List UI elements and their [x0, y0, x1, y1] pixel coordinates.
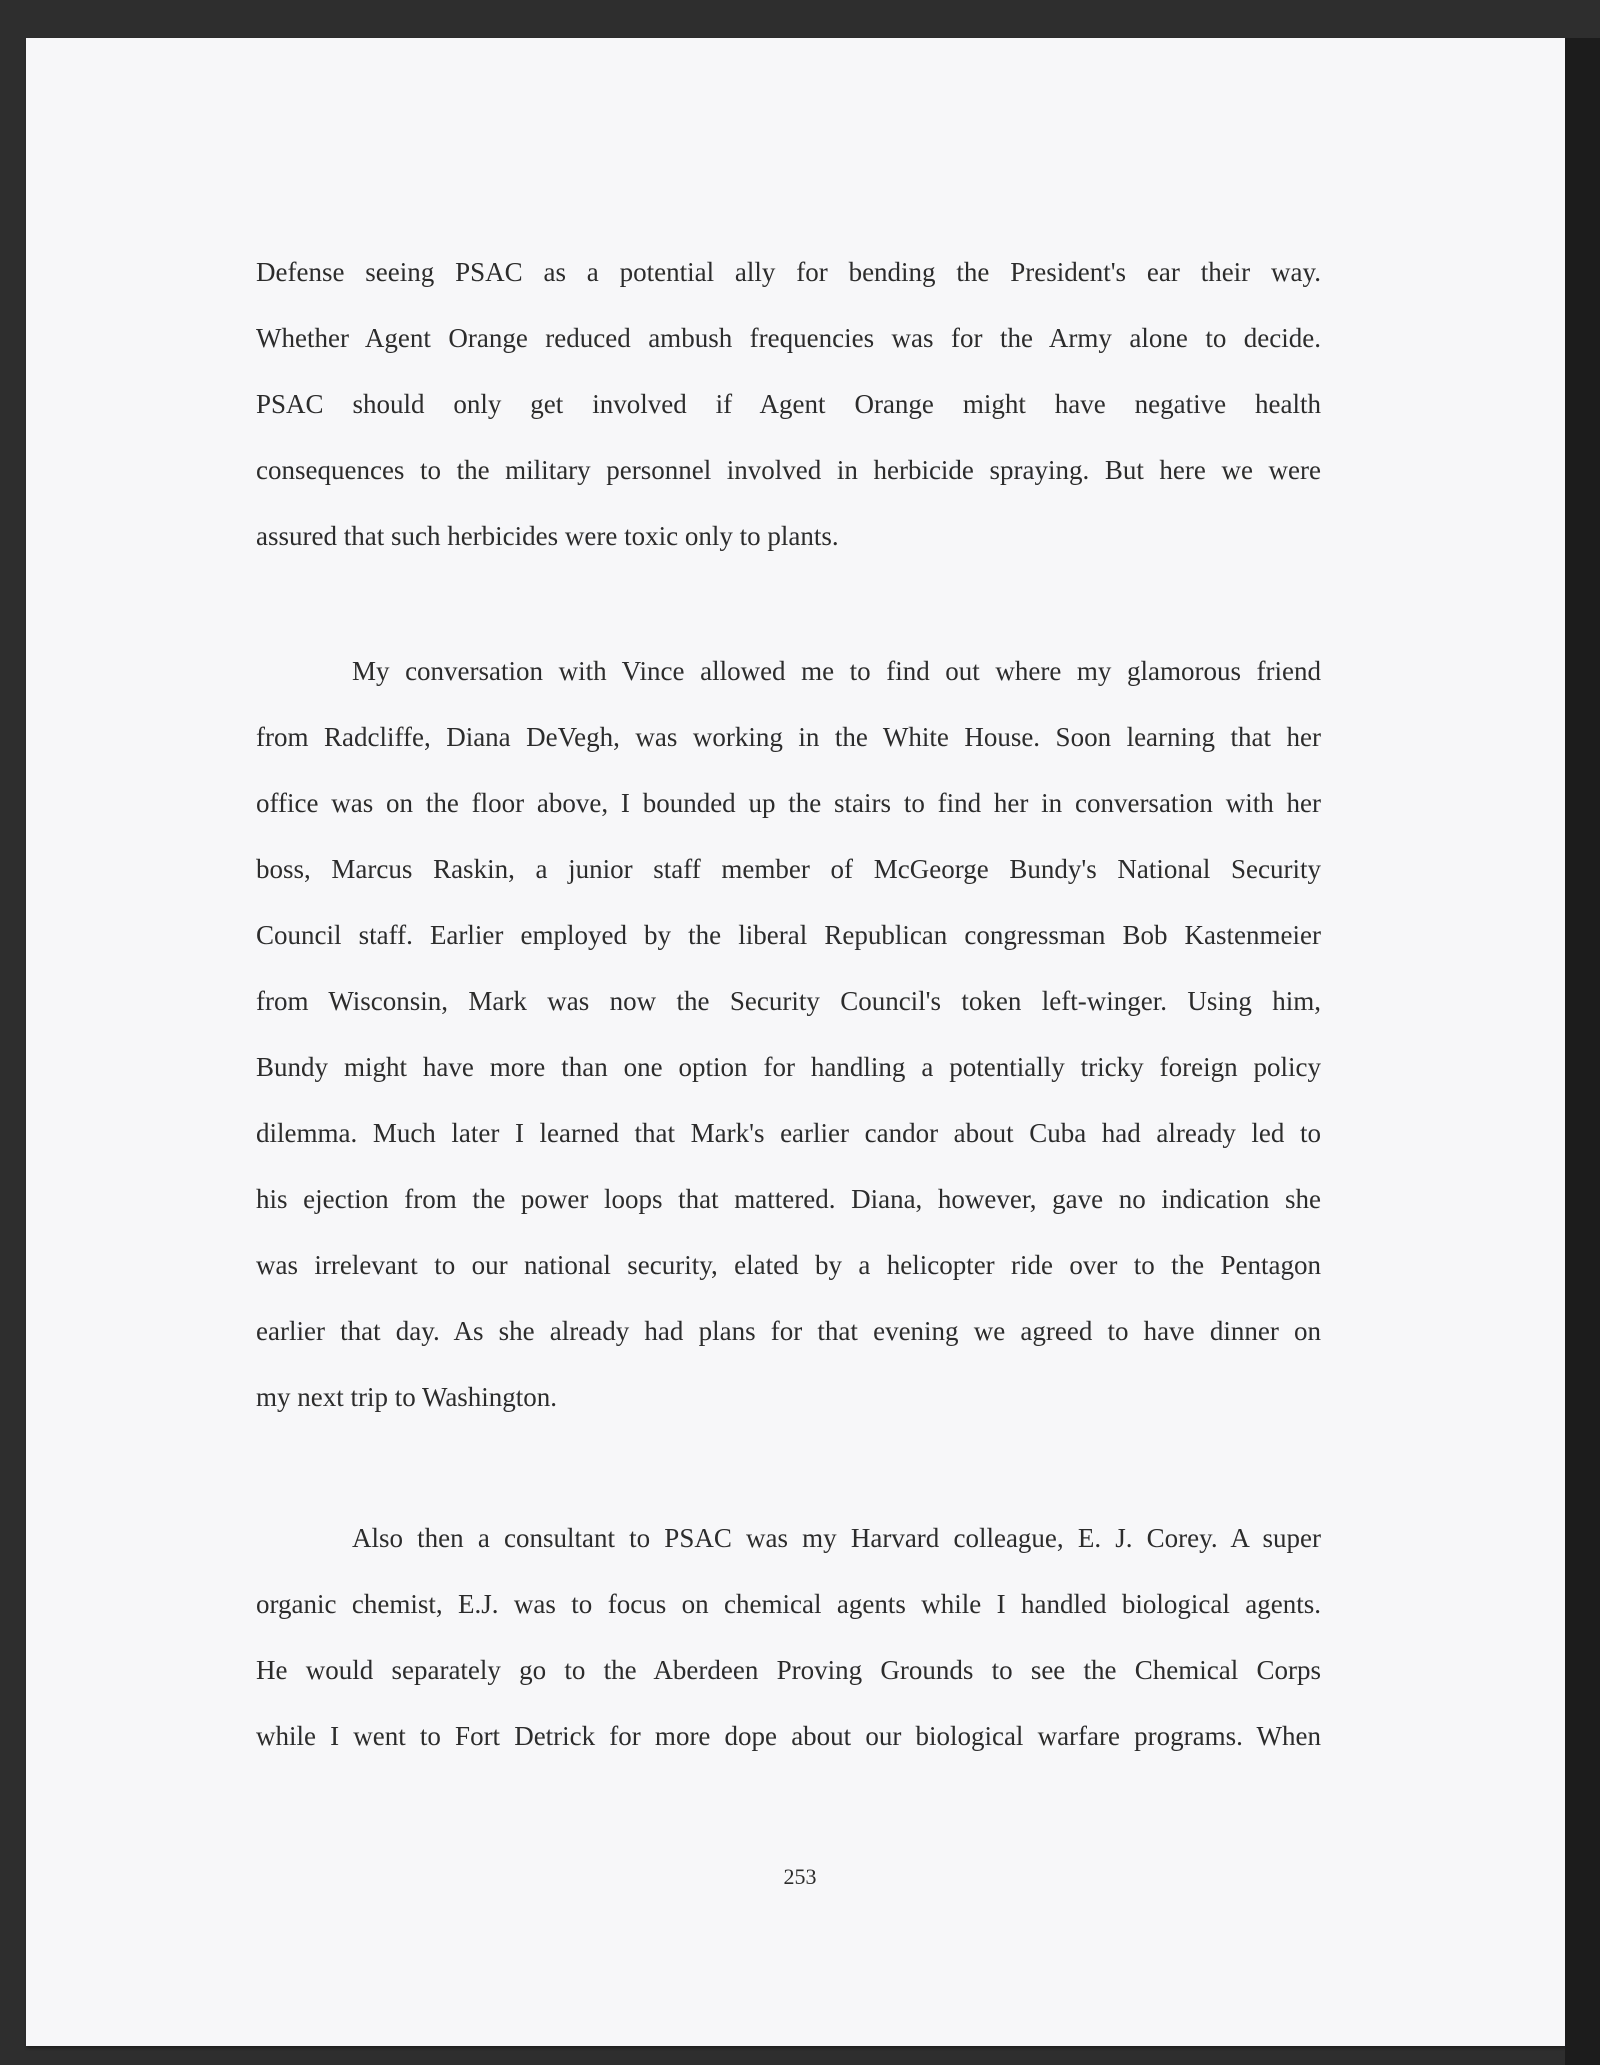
- text-line: was irrelevant to our national security, elated by a helicopter ride over to the Pentagon: [256, 1250, 1321, 1280]
- text-line: Whether Agent Orange reduced ambush frequencies was for the Army alone to decide.: [256, 323, 1321, 353]
- page-number: 253: [783, 1864, 817, 1889]
- text-line: boss, Marcus Raskin, a junior staff member of McGeorge Bundy's National Security: [256, 854, 1321, 884]
- text-line: assured that such herbicides were toxic only to plants.: [256, 521, 839, 551]
- text-line: dilemma. Much later I learned that Mark's earlier candor about Cuba had already led to: [256, 1118, 1321, 1148]
- text-line: Council staff. Earlier employed by the liberal Republican congressman Bob Kastenmeier: [256, 920, 1321, 950]
- text-line: organic chemist, E.J. was to focus on chemical agents while I handled biological agents.: [256, 1589, 1321, 1619]
- text-line: earlier that day. As she already had plans for that evening we agreed to have dinner on: [256, 1316, 1321, 1346]
- text-line: My conversation with Vince allowed me to find out where my glamorous friend: [352, 656, 1321, 686]
- text-line: Bundy might have more than one option for handling a potentially tricky foreign policy: [256, 1052, 1321, 1082]
- text-line: PSAC should only get involved if Agent Orange might have negative health: [256, 389, 1321, 419]
- text-line: Also then a consultant to PSAC was my Harvard colleague, E. J. Corey. A super: [352, 1523, 1321, 1553]
- text-line: office was on the floor above, I bounded up the stairs to find her in conversation with her: [256, 788, 1321, 818]
- text-line: while I went to Fort Detrick for more dope about our biological warfare programs. When: [256, 1721, 1321, 1751]
- text-line: consequences to the military personnel involved in herbicide spraying. But here we were: [256, 455, 1321, 485]
- text-line: his ejection from the power loops that mattered. Diana, however, gave no indication she: [256, 1184, 1321, 1214]
- text-line: my next trip to Washington.: [256, 1382, 558, 1412]
- text-line: Defense seeing PSAC as a potential ally for bending the President's ear their way.: [256, 257, 1321, 287]
- text-line: from Wisconsin, Mark was now the Security Council's token left-winger. Using him,: [256, 986, 1321, 1016]
- text-line: from Radcliffe, Diana DeVegh, was working in the White House. Soon learning that her: [256, 722, 1321, 752]
- text-line: He would separately go to the Aberdeen Proving Grounds to see the Chemical Corps: [256, 1655, 1321, 1685]
- scanner-background: [1565, 38, 1600, 2065]
